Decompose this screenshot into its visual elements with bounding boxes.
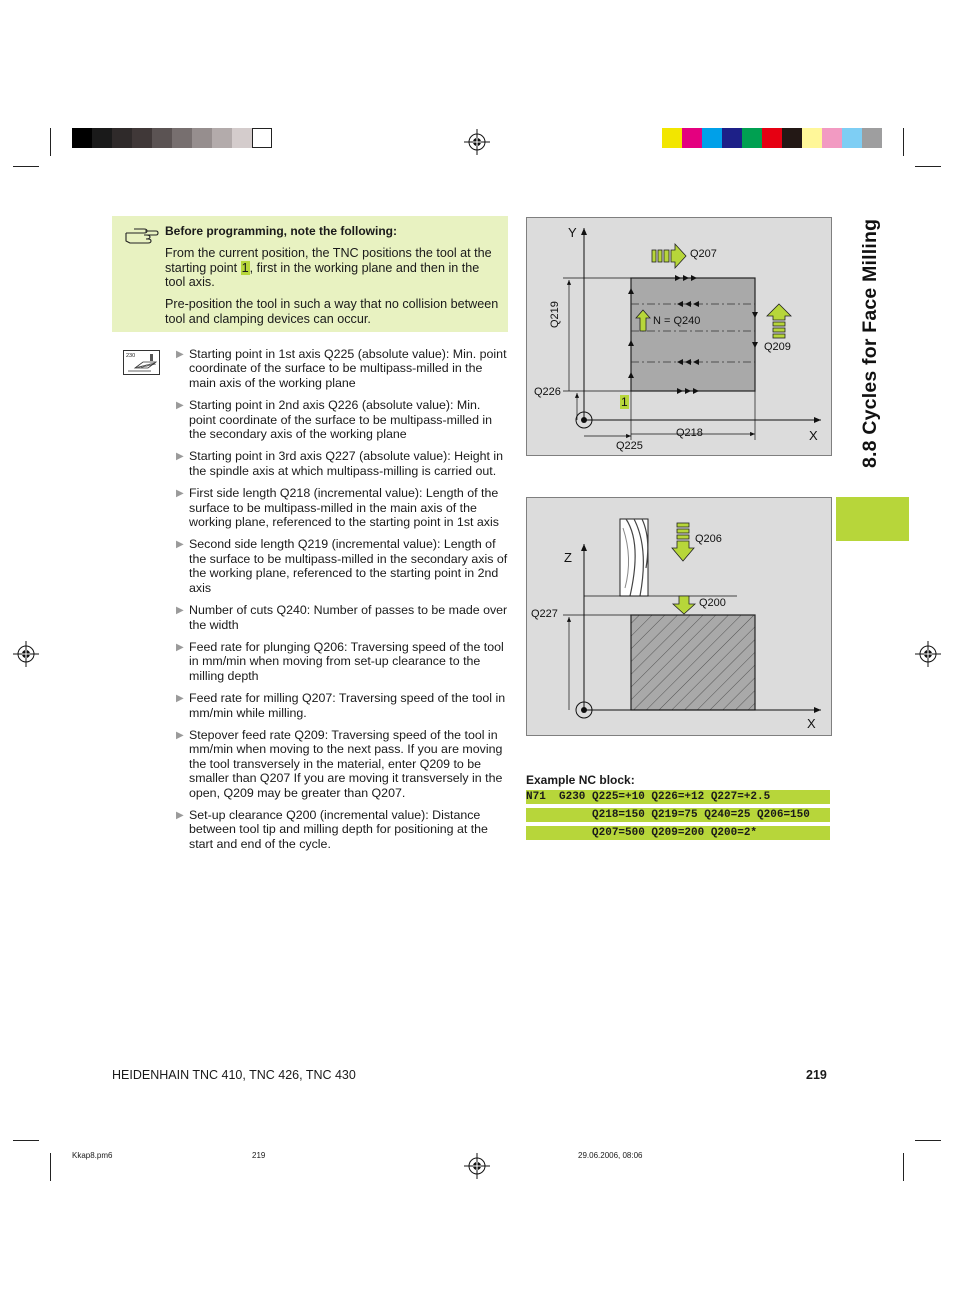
parameter-text: Starting point in 3rd axis Q227 (absolute value): Height in the spindle axis at which multipass-milling is carried out. xyxy=(189,449,504,478)
color-swatch xyxy=(702,128,722,148)
gray-swatch xyxy=(172,128,192,148)
parameter-text: Second side length Q219 (incremental value): Length of the surface to be multipass-milled in the secondary axis of the working plane, referenced to the starting point in 2nd axis xyxy=(189,537,508,595)
bullet-triangle-icon: ▶ xyxy=(176,488,184,500)
color-swatch xyxy=(682,128,702,148)
bullet-triangle-icon: ▶ xyxy=(176,693,184,705)
note-paragraph-1: From the current position, the TNC positions the tool at the starting point 1, first in the working plane and then in the tool axis. xyxy=(165,246,492,290)
y-axis-label: Y xyxy=(568,225,577,240)
section-title: 8.8 Cycles for Face Milling xyxy=(859,218,881,468)
color-swatch xyxy=(762,128,782,148)
q225-label: Q225 xyxy=(616,440,643,452)
plane-diagram xyxy=(526,217,832,456)
parameter-list xyxy=(176,347,508,859)
footer-manual-title: HEIDENHAIN TNC 410, TNC 426, TNC 430 xyxy=(112,1068,356,1082)
nc-block-line: Q207=500 Q209=200 Q200=2* xyxy=(526,826,830,840)
bullet-triangle-icon: ▶ xyxy=(176,539,184,551)
q209-label: Q209 xyxy=(764,341,791,353)
note-paragraph-2: Pre-position the tool in such a way that no collision between tool and clamping devices can occur. xyxy=(165,297,499,326)
q226-label: Q226 xyxy=(534,386,561,398)
bullet-triangle-icon: ▶ xyxy=(176,400,184,412)
x-axis-label: X xyxy=(807,716,816,731)
section-tab xyxy=(836,497,909,541)
page-number: 219 xyxy=(806,1068,827,1082)
depth-diagram-drawing xyxy=(527,498,831,735)
q206-label: Q206 xyxy=(695,533,722,545)
bullet-triangle-icon: ▶ xyxy=(176,451,184,463)
parameter-item xyxy=(176,808,508,851)
cycle-230-softkey-icon xyxy=(123,350,160,375)
nc-block-line: N71 G230 Q225=+10 Q226=+12 Q227=+2.5 xyxy=(526,790,830,804)
q207-label: Q207 xyxy=(690,248,717,260)
example-heading: Example NC block: xyxy=(526,773,635,787)
parameter-text: Starting point in 2nd axis Q226 (absolute value): Min. point coordinate of the surface to be multipass-milled in the secondary axis of the working plane xyxy=(189,398,493,442)
note-title: Before programming, note the following: xyxy=(165,224,397,238)
q218-label: Q218 xyxy=(676,427,703,439)
gray-swatch xyxy=(92,128,112,148)
bullet-triangle-icon: ▶ xyxy=(176,729,184,741)
parameter-item xyxy=(176,691,508,720)
gray-swatch xyxy=(212,128,232,148)
parameter-item xyxy=(176,347,508,390)
color-swatch xyxy=(842,128,862,148)
parameter-text: Starting point in 1st axis Q225 (absolute value): Min. point coordinate of the surface to be multipass-milled in the main axis of the working plane xyxy=(189,347,507,390)
parameter-item xyxy=(176,603,508,632)
parameter-item xyxy=(176,398,508,441)
parameter-item xyxy=(176,449,508,478)
point-1-highlight: 1 xyxy=(241,260,249,275)
nc-block-line: Q218=150 Q219=75 Q240=25 Q206=150 xyxy=(526,808,830,822)
cycle-number: 230 xyxy=(126,353,136,359)
gray-swatch xyxy=(192,128,212,148)
gray-swatch xyxy=(72,128,92,148)
plane-diagram-drawing xyxy=(527,218,831,455)
color-swatch xyxy=(782,128,802,148)
color-swatch xyxy=(822,128,842,148)
color-swatch xyxy=(802,128,822,148)
bullet-triangle-icon: ▶ xyxy=(176,641,184,653)
x-axis-label: X xyxy=(809,428,818,443)
registration-mark-icon xyxy=(464,129,490,155)
depth-diagram xyxy=(526,497,832,736)
color-swatch xyxy=(862,128,882,148)
note-box xyxy=(112,216,508,332)
gray-swatch xyxy=(232,128,252,148)
parameter-item xyxy=(176,728,508,800)
color-swatch xyxy=(722,128,742,148)
parameter-item xyxy=(176,640,508,683)
parameter-text: Set-up clearance Q200 (incremental value): Distance between tool tip and milling depth for positioning at the start and end of the cycle. xyxy=(189,807,488,851)
registration-mark-icon xyxy=(464,1153,490,1179)
parameter-text: First side length Q218 (incremental value): Length of the surface to be multipass-milled in the main axis of the working plane, referenced to the starting point in 1st axis xyxy=(189,486,499,530)
q219-label: Q219 xyxy=(549,301,561,328)
parameter-text: Number of cuts Q240: Number of passes to be made over the width xyxy=(189,603,508,632)
gray-swatch xyxy=(132,128,152,148)
gray-swatch xyxy=(112,128,132,148)
parameter-text: Feed rate for plunging Q206: Traversing speed of the tool in mm/min when moving from set-up clearance to the milling depth xyxy=(189,639,504,683)
q200-label: Q200 xyxy=(699,597,726,609)
slug-file-name: Kkap8.pm6 xyxy=(72,1151,113,1160)
q227-label: Q227 xyxy=(531,608,558,620)
bullet-triangle-icon: ▶ xyxy=(176,809,184,821)
slug-page: 219 xyxy=(252,1151,266,1160)
gray-swatch xyxy=(252,128,272,148)
parameter-text: Feed rate for milling Q207: Traversing speed of the tool in mm/min while milling. xyxy=(189,691,506,720)
slug-date: 29.06.2006, 08:06 xyxy=(578,1151,643,1160)
registration-mark-icon xyxy=(915,641,941,667)
parameter-item xyxy=(176,486,508,529)
bullet-triangle-icon: ▶ xyxy=(176,605,184,617)
pointing-hand-icon xyxy=(124,225,160,245)
bullet-triangle-icon: ▶ xyxy=(176,349,184,360)
color-swatch xyxy=(662,128,682,148)
gray-swatch xyxy=(152,128,172,148)
q240-label: N = Q240 xyxy=(653,315,701,327)
color-swatch xyxy=(742,128,762,148)
parameter-text: Stepover feed rate Q209: Traversing speed of the tool in mm/min when moving to the next pass. If you are moving the tool transversely in the material, enter Q209 to be smaller than Q207 If you are moving it transversely in the open, Q209 may be greater than Q207. xyxy=(189,727,503,800)
z-axis-label: Z xyxy=(564,550,572,565)
parameter-item xyxy=(176,537,508,595)
start-point-1-label: 1 xyxy=(621,395,628,409)
registration-mark-icon xyxy=(13,641,39,667)
